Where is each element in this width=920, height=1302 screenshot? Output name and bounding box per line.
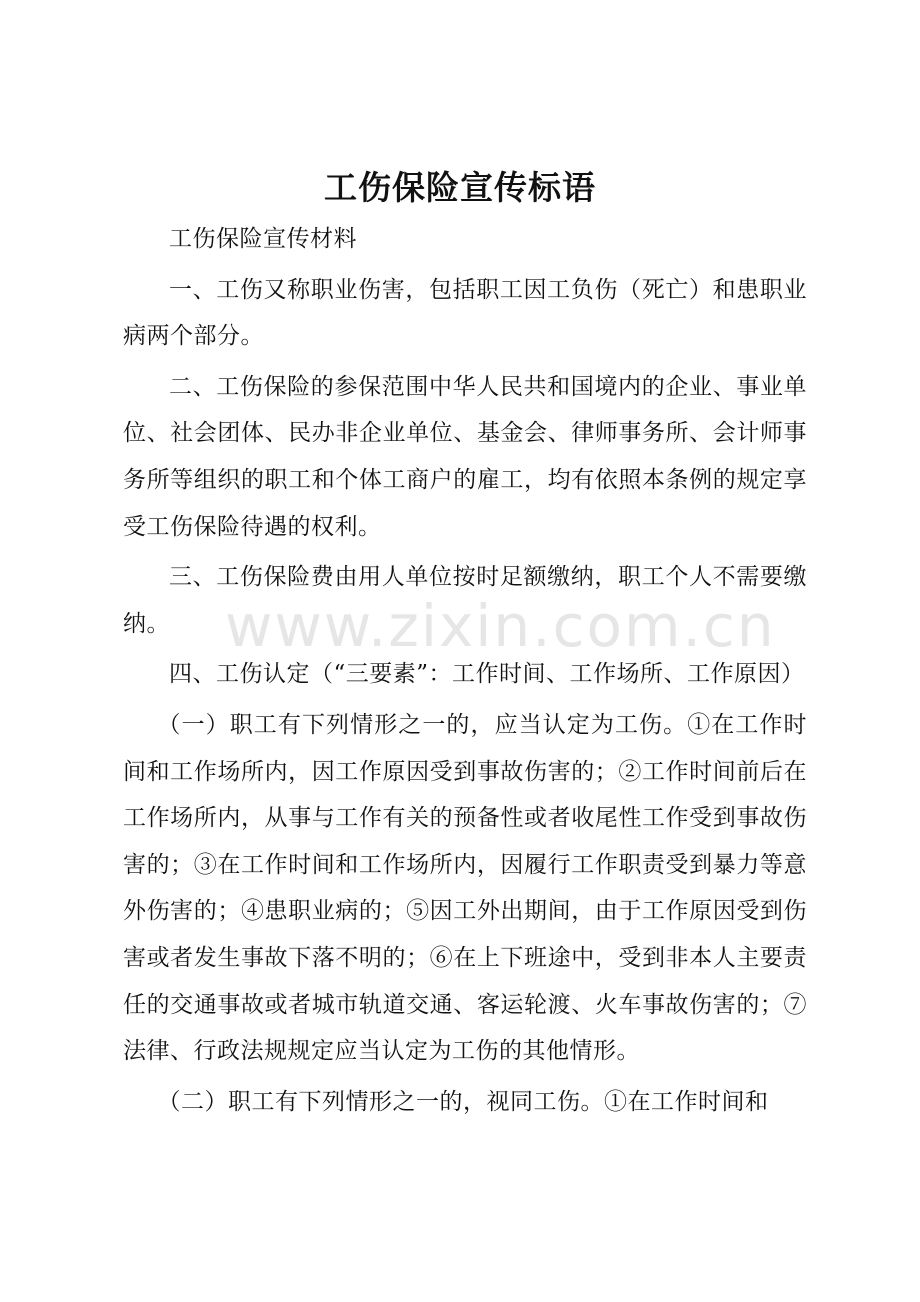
document-body (123, 216, 807, 1129)
paragraph-subsection-2: （二）职工有下列情形之一的，视同工伤。①在工作时间和 (157, 1088, 769, 1115)
paragraph-section-2: 二、工伤保险的参保范围中华人民共和国境内的企业、事业单位、社会团体、民办非企业单位、基金会、律师事务所、会计师事务所等组织的职工和个体工商户的雇工，均有依照本条例的规定享受工伤保险待遇的权利。 (123, 373, 807, 540)
paragraph-section-3: 三、工伤保险费由用人单位按时足额缴纳，职工个人不需要缴纳。 (123, 564, 807, 637)
paragraph-subtitle: 工伤保险宣传材料 (169, 226, 357, 252)
paragraph-section-4: 四、工伤认定（“三要素”：工作时间、工作场所、工作原因） (169, 661, 805, 688)
watermark: www.zixin.com.cn (225, 592, 776, 660)
paragraph-section-1: 一、工伤又称职业伤害，包括职工因工负伤（死亡）和患职业病两个部分。 (123, 276, 807, 350)
paragraph-subsection-1: （一）职工有下列情形之一的，应当认定为工伤。①在工作时间和工作场所内，因工作原因受到事故伤害的；②工作时间前后在工作场所内，从事与工作有关的预备性或者收尾性工作受到事故伤害的；③在工作时间和工作场所内，因履行工作职责受到暴力等意外伤害的；④患职业病的；⑤因工外出期间，由于工作原因受到伤害或者发生事故下落不明的；⑥在上下班途中，受到非本人主要责任的交通事故或者城市轨道交通、客运轮渡、火车事故伤害的；⑦法律、行政法规规定应当认定为工伤的其他情形。 (123, 711, 807, 1065)
page-title: 工伤保险宣传标语 (324, 168, 596, 207)
